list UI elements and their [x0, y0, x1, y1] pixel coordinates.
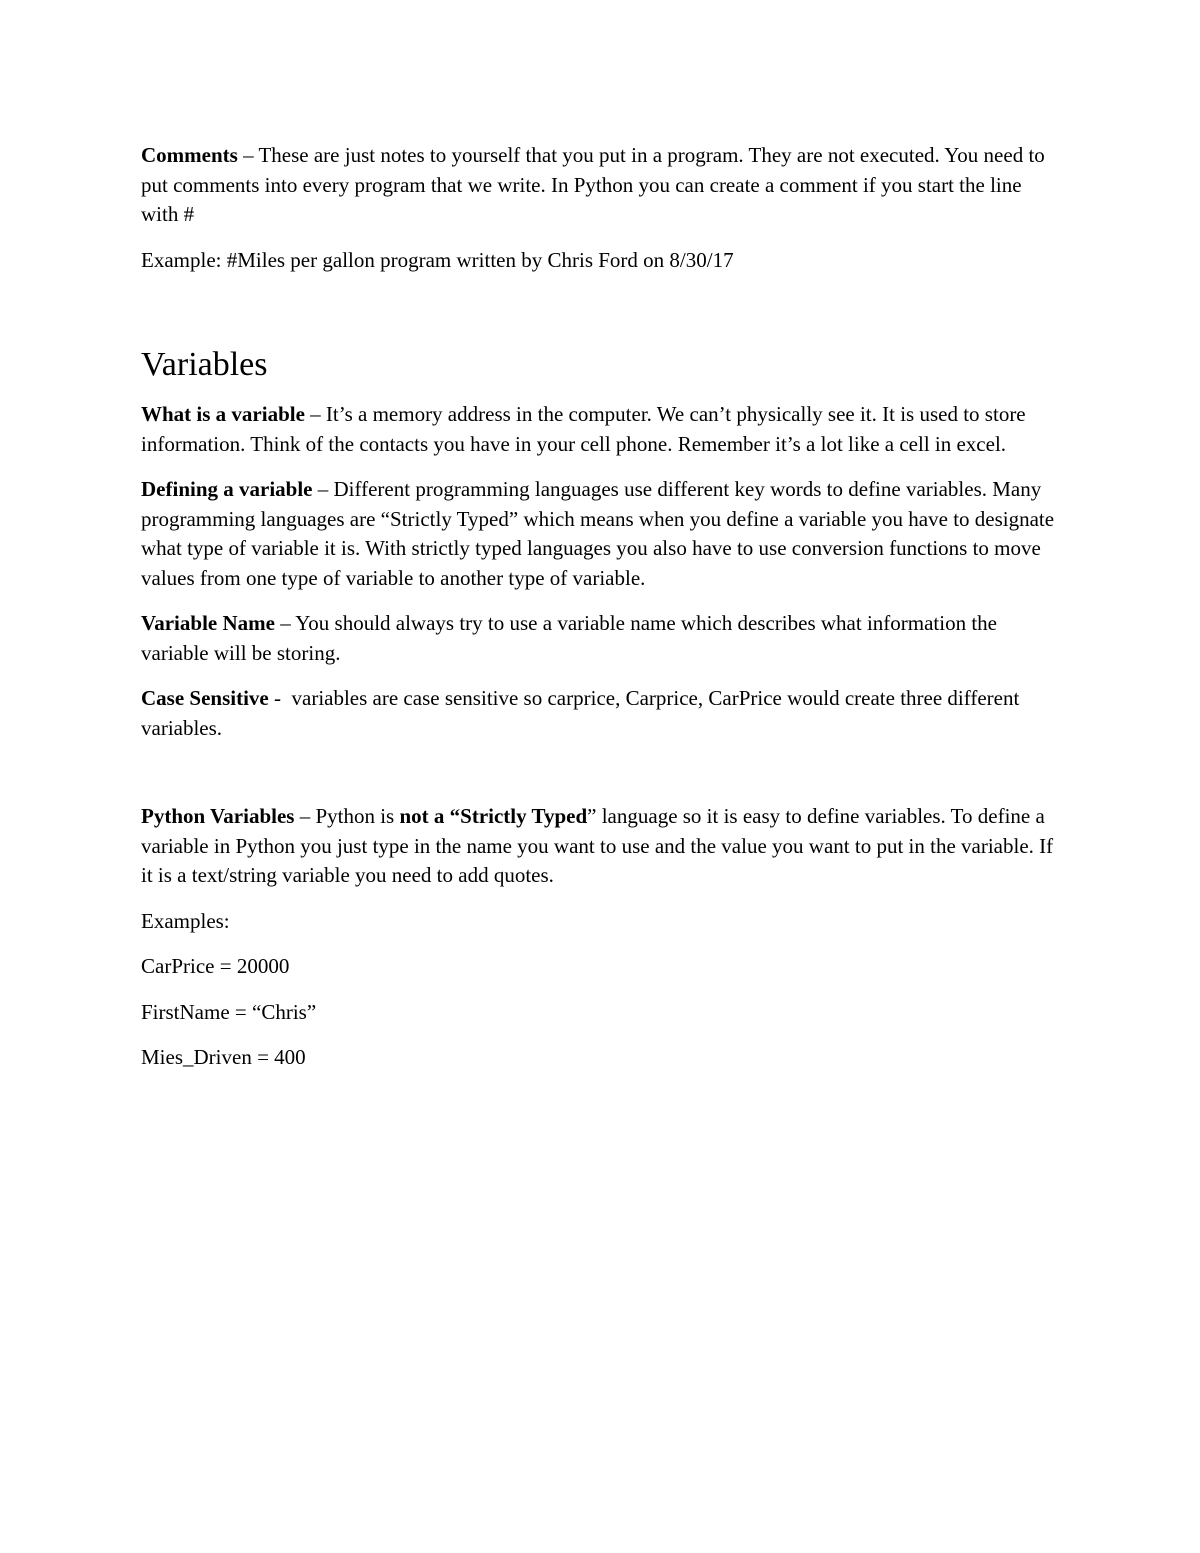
variable-name-term: Variable Name	[141, 611, 275, 635]
variable-name-dash: –	[274, 611, 296, 635]
what-is-variable-paragraph	[141, 400, 1061, 459]
what-is-variable-text: It’s a memory address in the computer. We can’t physically see it. It is used to store information. Think of the contacts you have in your cell phone. Remember it’s a lot like a cell in excel.	[141, 402, 1026, 456]
case-sensitive-term: Case Sensitive	[141, 686, 269, 710]
comment-example	[141, 246, 1061, 276]
python-variables-term: Python Variables	[141, 804, 295, 828]
defining-variable-dash: –	[312, 477, 334, 501]
case-sensitive-paragraph	[141, 684, 1061, 743]
defining-variable-paragraph	[141, 475, 1061, 593]
what-is-variable-term: What is a variable	[141, 402, 305, 426]
python-variables-text-before: Python is	[315, 804, 400, 828]
variable-name-text: You should always try to use a variable name which describes what information the variable will be storing.	[141, 611, 997, 665]
examples-label: Examples:	[141, 908, 230, 933]
case-sensitive-text: variables are case sensitive so carprice, Carprice, CarPrice would create three different variables.	[141, 686, 1020, 740]
blank-line	[141, 759, 1061, 802]
python-variables-paragraph	[141, 802, 1061, 891]
example-line-carprice: CarPrice = 20000	[141, 954, 290, 978]
comments-paragraph	[141, 141, 1061, 230]
variables-heading: Variables	[141, 346, 268, 383]
defining-variable-text: Different programming languages use different key words to define variables. Many programming languages are “Strictly Typed” which means when you define a variable you have to designate what type of variable it is. With strictly typed languages you also have to use conversion functions to move values from one type of variable to another type of variable.	[141, 477, 1055, 590]
python-variables-bold-phrase: not a “Strictly Typed	[399, 804, 588, 828]
comments-dash: –	[237, 143, 259, 167]
comments-term: Comments	[141, 143, 238, 167]
python-variables-text-after: ” language so it is easy to define variables. To define a variable in Python you just type in the name you want to use and the value you want to put in the variable. If it is a text/string variable you need to add quotes.	[141, 804, 1054, 887]
python-variables-dash: –	[294, 804, 316, 828]
what-is-variable-dash: –	[304, 402, 326, 426]
defining-variable-term: Defining a variable	[141, 477, 313, 501]
comments-text: These are just notes to yourself that you put in a program. They are not executed. You need to put comments into every program that we write. In Python you can create a comment if you start the line with #	[141, 143, 1045, 226]
variable-name-paragraph	[141, 609, 1061, 668]
comment-example-text: Example: #Miles per gallon program written by Chris Ford on 8/30/17	[141, 247, 734, 272]
example-line-firstname: FirstName = “Chris”	[141, 999, 317, 1024]
case-sensitive-dash: -	[268, 686, 292, 710]
document-page	[141, 141, 1061, 1089]
example-line-miles-driven: Mies_Driven = 400	[141, 1045, 306, 1069]
